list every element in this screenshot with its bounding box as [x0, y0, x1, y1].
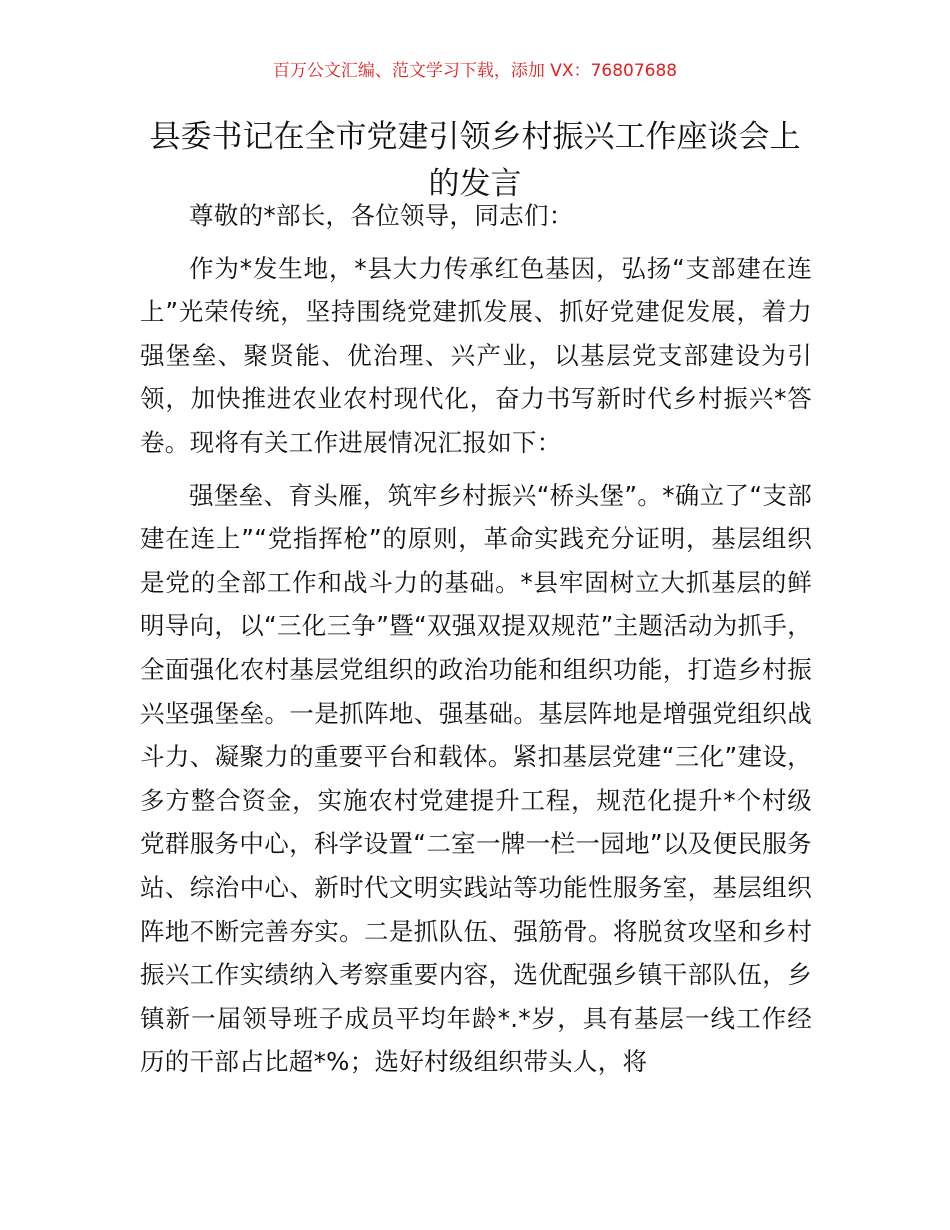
greeting-paragraph: 尊敬的*部长，各位领导，同志们：	[189, 201, 574, 230]
intro-paragraph: 作为*发生地，*县大力传承红色基因，弘扬“支部建在连上”光荣传统，坚持围绕党建抓发展、抓好党建促发展，着力强堡垒、聚贤能、优治理、兴产业，以基层党支部建设为引领，加快推进农业农村现代化，奋力书写新时代乡村振兴*答卷。现将有关工作进展情况汇报如下：	[140, 253, 812, 457]
document-body	[140, 194, 812, 1084]
header-watermark-note: 百万公文汇编、范文学习下载，添加 VX：76807688	[272, 61, 678, 81]
document-title: 县委书记在全市党建引领乡村振兴工作座谈会上的发言	[149, 119, 801, 202]
section-paragraph: 强堡垒、育头雁，筑牢乡村振兴“桥头堡”。*确立了“支部建在连上”“党指挥枪”的原则，革命实践充分证明，基层组织是党的全部工作和战斗力的基础。*县牢固树立大抓基层的鲜明导向，以“三化三争”暨“双强双提双规范”主题活动为抓手，全面强化农村基层党组织的政治功能和组织功能，打造乡村振兴坚强堡垒。一是抓阵地、强基础。基层阵地是增强党组织战斗力、凝聚力的重要平台和载体。紧扣基层党建“三化”建设，多方整合资金，实施农村党建提升工程，规范化提升*个村级党群服务中心，科学设置“二室一牌一栏一园地”以及便民服务站、综治中心、新时代文明实践站等功能性服务室，基层组织阵地不断完善夯实。二是抓队伍、强筋骨。将脱贫攻坚和乡村振兴工作实绩纳入考察重要内容，选优配强乡镇干部队伍，乡镇新一届领导班子成员平均年龄*.*岁，具有基层一线工作经历的干部占比超*%；选好村级组织带头人，将	[140, 480, 812, 1077]
